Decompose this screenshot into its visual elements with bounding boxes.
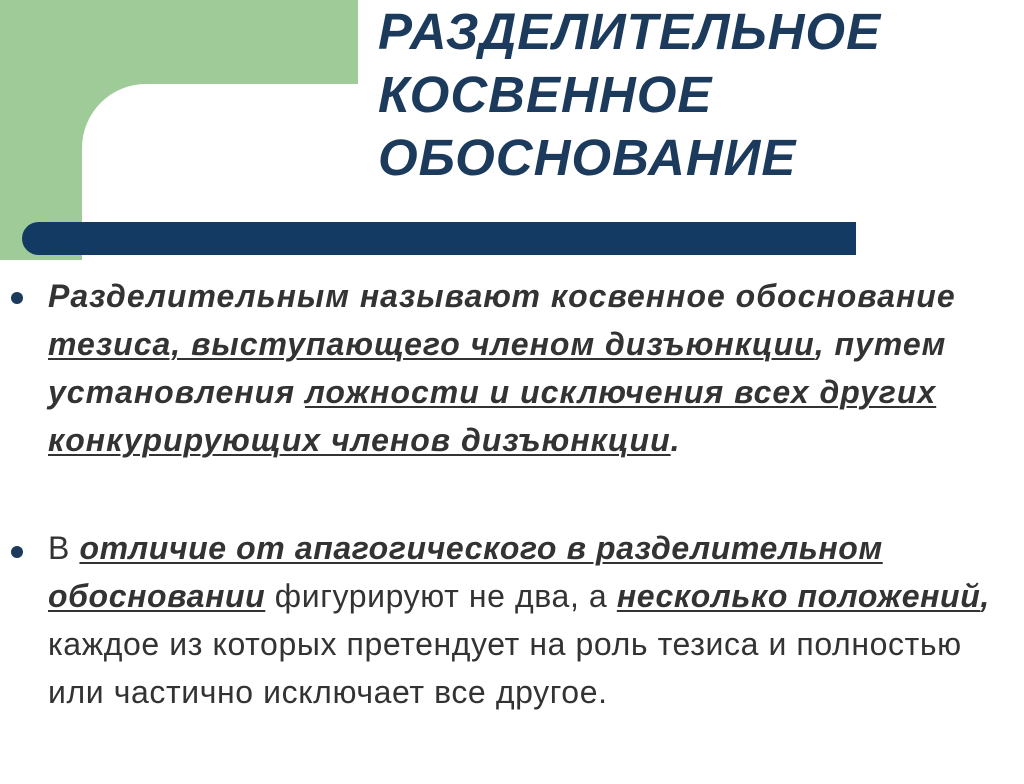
text-run: Разделительным называют косвенное обоснование (48, 278, 956, 314)
bullet-text-difference (48, 524, 1008, 716)
text-run: каждое из которых претендует на роль тезиса и полностью или частично исключает все другое. (48, 626, 962, 710)
text-run: . (670, 422, 681, 458)
text-run: фигурируют не два, а (265, 578, 617, 614)
title-line-3: ОБОСНОВАНИЕ (378, 129, 797, 186)
bullet-text-definition (48, 272, 1008, 464)
title-line-1: РАЗДЕЛИТЕЛЬНОЕ (378, 3, 882, 60)
title-line-2: КОСВЕННОЕ (378, 66, 713, 123)
underlined-term: отличие от апагогического в разделительном обосновании (48, 530, 883, 614)
bullet-icon (11, 546, 23, 558)
slide-title (378, 0, 881, 189)
text-run: В (48, 530, 80, 566)
underlined-term: несколько положений (616, 578, 981, 614)
text-run: , путем установления (48, 326, 947, 410)
text-run: , (980, 578, 990, 614)
title-divider-bar (22, 222, 856, 255)
underlined-term: ложности и исключения всех других конкурирующих членов дизъюнкции (48, 374, 937, 458)
underlined-term: тезиса, выступающего членом дизъюнкции (48, 326, 815, 362)
bullet-icon (11, 292, 23, 304)
